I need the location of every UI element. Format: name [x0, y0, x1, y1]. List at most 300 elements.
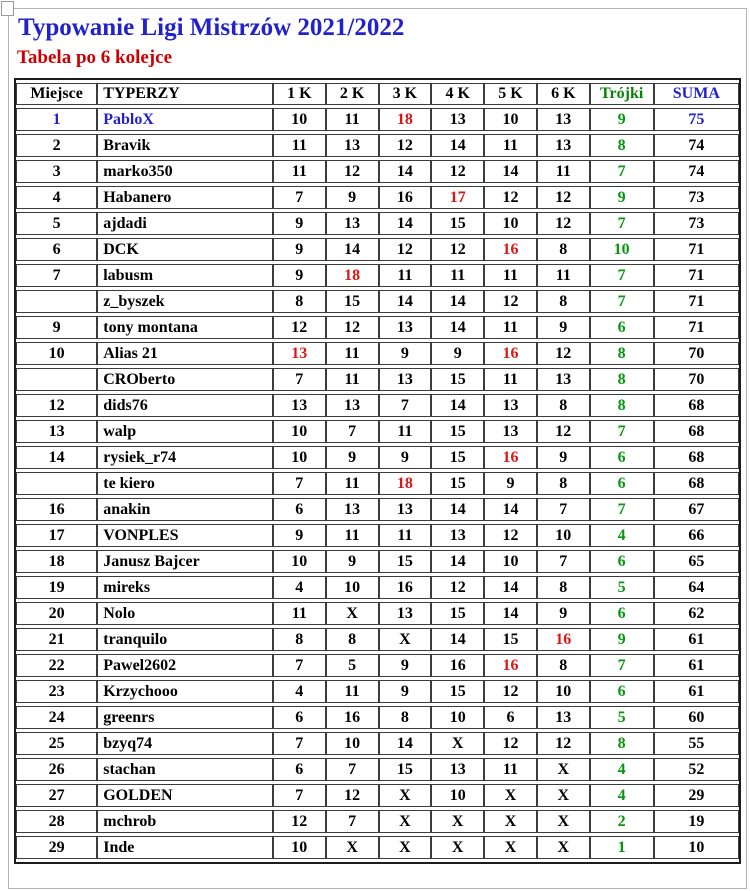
suma-cell: 65 [654, 550, 739, 573]
round-4-score-cell: 10 [431, 706, 484, 729]
suma-cell: 55 [654, 732, 739, 755]
round-6-score-cell: 9 [537, 446, 590, 469]
round-5-score-cell: 16 [484, 238, 537, 261]
table-row [16, 446, 739, 469]
round-2-score-cell: X [326, 836, 379, 859]
round-2-score-cell: 16 [326, 706, 379, 729]
round-3-score-cell: X [379, 784, 432, 807]
round-5-score-cell: 13 [484, 394, 537, 417]
trojki-cell: 4 [590, 784, 654, 807]
round-2-score-cell: 9 [326, 446, 379, 469]
typer-name-cell: dids76 [97, 394, 273, 417]
typer-name-cell: te kiero [97, 472, 273, 495]
typer-name-cell: walp [97, 420, 273, 443]
round-3-score-cell: 15 [379, 550, 432, 573]
place-cell: 14 [16, 446, 97, 469]
round-4-score-cell: 12 [431, 160, 484, 183]
round-3-score-cell: 11 [379, 420, 432, 443]
round-6-score-cell: X [537, 758, 590, 781]
column-header-5k: 5 K [484, 83, 537, 105]
round-1-score-cell: 7 [273, 368, 326, 391]
round-3-score-cell: 13 [379, 602, 432, 625]
trojki-cell: 6 [590, 316, 654, 339]
round-6-score-cell: 12 [537, 420, 590, 443]
place-cell: 27 [16, 784, 97, 807]
round-3-score-cell: 14 [379, 290, 432, 313]
trojki-cell: 5 [590, 576, 654, 599]
suma-cell: 70 [654, 342, 739, 365]
round-4-score-cell: 14 [431, 628, 484, 651]
place-cell: 20 [16, 602, 97, 625]
typer-name-cell: Janusz Bajcer [97, 550, 273, 573]
suma-cell: 52 [654, 758, 739, 781]
round-5-score-cell: 9 [484, 472, 537, 495]
typer-name-cell: Habanero [97, 186, 273, 209]
round-4-score-cell: 15 [431, 472, 484, 495]
round-6-score-cell: 13 [537, 706, 590, 729]
table-row [16, 264, 739, 287]
round-2-score-cell: 11 [326, 472, 379, 495]
table-row [16, 420, 739, 443]
typer-name-cell: anakin [97, 498, 273, 521]
round-1-score-cell: 9 [273, 524, 326, 547]
round-2-score-cell: 5 [326, 654, 379, 677]
round-2-score-cell: 13 [326, 498, 379, 521]
place-cell: 13 [16, 420, 97, 443]
round-6-score-cell: 9 [537, 602, 590, 625]
round-1-score-cell: 9 [273, 212, 326, 235]
place-cell: 21 [16, 628, 97, 651]
round-5-score-cell: 11 [484, 316, 537, 339]
round-2-score-cell: 7 [326, 420, 379, 443]
table-row [16, 238, 739, 261]
typer-name-cell: Bravik [97, 134, 273, 157]
round-6-score-cell: 8 [537, 654, 590, 677]
round-6-score-cell: X [537, 836, 590, 859]
place-cell: 26 [16, 758, 97, 781]
table-row [16, 602, 739, 625]
round-2-score-cell: 15 [326, 290, 379, 313]
round-2-score-cell: 8 [326, 628, 379, 651]
round-3-score-cell: 7 [379, 394, 432, 417]
round-1-score-cell: 10 [273, 108, 326, 131]
table-row [16, 576, 739, 599]
typer-name-cell: GOLDEN [97, 784, 273, 807]
round-3-score-cell: 9 [379, 446, 432, 469]
place-cell: 6 [16, 238, 97, 261]
round-5-score-cell: 10 [484, 550, 537, 573]
typer-name-cell: z_byszek [97, 290, 273, 313]
round-6-score-cell: 8 [537, 576, 590, 599]
round-4-score-cell: 15 [431, 368, 484, 391]
round-2-score-cell: X [326, 602, 379, 625]
round-1-score-cell: 9 [273, 264, 326, 287]
round-6-score-cell: 8 [537, 238, 590, 261]
round-1-score-cell: 6 [273, 758, 326, 781]
trojki-cell: 2 [590, 810, 654, 833]
typer-name-cell: tony montana [97, 316, 273, 339]
round-4-score-cell: 17 [431, 186, 484, 209]
typer-name-cell: Pawel2602 [97, 654, 273, 677]
round-5-score-cell: 16 [484, 654, 537, 677]
round-3-score-cell: 9 [379, 342, 432, 365]
round-4-score-cell: 14 [431, 134, 484, 157]
round-5-score-cell: 14 [484, 576, 537, 599]
table-row [16, 290, 739, 313]
round-2-score-cell: 13 [326, 212, 379, 235]
trojki-cell: 7 [590, 420, 654, 443]
trojki-cell: 6 [590, 550, 654, 573]
suma-cell: 75 [654, 108, 739, 131]
round-5-score-cell: 12 [484, 732, 537, 755]
round-1-score-cell: 9 [273, 238, 326, 261]
round-4-score-cell: 14 [431, 550, 484, 573]
round-2-score-cell: 13 [326, 394, 379, 417]
round-5-score-cell: 16 [484, 446, 537, 469]
typer-name-cell: Krzychooo [97, 680, 273, 703]
round-1-score-cell: 7 [273, 784, 326, 807]
trojki-cell: 7 [590, 654, 654, 677]
round-6-score-cell: 7 [537, 498, 590, 521]
round-3-score-cell: 16 [379, 186, 432, 209]
suma-cell: 68 [654, 394, 739, 417]
round-3-score-cell: 13 [379, 498, 432, 521]
place-cell: 2 [16, 134, 97, 157]
trojki-cell: 6 [590, 680, 654, 703]
typer-name-cell: rysiek_r74 [97, 446, 273, 469]
column-header-6k: 6 K [537, 83, 590, 105]
round-2-score-cell: 11 [326, 342, 379, 365]
round-3-score-cell: 12 [379, 238, 432, 261]
round-1-score-cell: 11 [273, 160, 326, 183]
table-row [16, 758, 739, 781]
suma-cell: 19 [654, 810, 739, 833]
suma-cell: 29 [654, 784, 739, 807]
table-row [16, 498, 739, 521]
round-2-score-cell: 11 [326, 524, 379, 547]
round-3-score-cell: 14 [379, 732, 432, 755]
column-header-miejsce: Miejsce [16, 83, 97, 105]
place-cell: 28 [16, 810, 97, 833]
round-6-score-cell: 11 [537, 160, 590, 183]
round-3-score-cell: 14 [379, 160, 432, 183]
round-6-score-cell: X [537, 784, 590, 807]
column-header-2k: 2 K [326, 83, 379, 105]
round-4-score-cell: 14 [431, 290, 484, 313]
place-cell: 23 [16, 680, 97, 703]
round-2-score-cell: 7 [326, 758, 379, 781]
typer-name-cell: DCK [97, 238, 273, 261]
round-6-score-cell: 13 [537, 108, 590, 131]
round-5-score-cell: 11 [484, 134, 537, 157]
round-6-score-cell: 8 [537, 472, 590, 495]
column-header-4k: 4 K [431, 83, 484, 105]
round-1-score-cell: 10 [273, 420, 326, 443]
typer-name-cell: stachan [97, 758, 273, 781]
round-1-score-cell: 7 [273, 472, 326, 495]
round-3-score-cell: 9 [379, 654, 432, 677]
typer-name-cell: CROberto [97, 368, 273, 391]
place-cell [16, 472, 97, 495]
round-1-score-cell: 8 [273, 628, 326, 651]
suma-cell: 61 [654, 680, 739, 703]
suma-cell: 71 [654, 316, 739, 339]
round-4-score-cell: 14 [431, 394, 484, 417]
round-1-score-cell: 6 [273, 498, 326, 521]
round-2-score-cell: 12 [326, 784, 379, 807]
round-1-score-cell: 7 [273, 654, 326, 677]
round-1-score-cell: 10 [273, 550, 326, 573]
place-cell: 10 [16, 342, 97, 365]
round-5-score-cell: 10 [484, 108, 537, 131]
round-6-score-cell: 12 [537, 186, 590, 209]
trojki-cell: 6 [590, 602, 654, 625]
suma-cell: 66 [654, 524, 739, 547]
place-cell: 12 [16, 394, 97, 417]
table-row [16, 784, 739, 807]
table-row [16, 134, 739, 157]
place-cell: 4 [16, 186, 97, 209]
round-3-score-cell: X [379, 810, 432, 833]
round-6-score-cell: 8 [537, 394, 590, 417]
round-6-score-cell: 12 [537, 212, 590, 235]
trojki-cell: 8 [590, 732, 654, 755]
round-3-score-cell: 13 [379, 316, 432, 339]
place-cell: 18 [16, 550, 97, 573]
round-1-score-cell: 7 [273, 186, 326, 209]
round-2-score-cell: 12 [326, 160, 379, 183]
round-5-score-cell: X [484, 836, 537, 859]
round-1-score-cell: 11 [273, 602, 326, 625]
round-2-score-cell: 13 [326, 134, 379, 157]
place-cell: 1 [16, 108, 97, 131]
round-6-score-cell: 11 [537, 264, 590, 287]
place-cell: 24 [16, 706, 97, 729]
round-4-score-cell: 13 [431, 758, 484, 781]
round-4-score-cell: X [431, 732, 484, 755]
trojki-cell: 7 [590, 212, 654, 235]
suma-cell: 68 [654, 446, 739, 469]
place-cell [16, 290, 97, 313]
place-cell: 19 [16, 576, 97, 599]
round-3-score-cell: 8 [379, 706, 432, 729]
round-6-score-cell: 13 [537, 368, 590, 391]
round-5-score-cell: 14 [484, 160, 537, 183]
trojki-cell: 8 [590, 342, 654, 365]
trojki-cell: 9 [590, 186, 654, 209]
round-4-score-cell: 9 [431, 342, 484, 365]
table-row [16, 810, 739, 833]
table-row [16, 550, 739, 573]
table-row [16, 186, 739, 209]
table-row [16, 160, 739, 183]
suma-cell: 67 [654, 498, 739, 521]
round-5-score-cell: 14 [484, 498, 537, 521]
suma-cell: 68 [654, 472, 739, 495]
suma-cell: 61 [654, 654, 739, 677]
suma-cell: 71 [654, 290, 739, 313]
suma-cell: 61 [654, 628, 739, 651]
table-row [16, 368, 739, 391]
round-6-score-cell: 16 [537, 628, 590, 651]
place-cell: 17 [16, 524, 97, 547]
suma-cell: 64 [654, 576, 739, 599]
trojki-cell: 7 [590, 290, 654, 313]
round-3-score-cell: 14 [379, 212, 432, 235]
round-2-score-cell: 10 [326, 732, 379, 755]
typer-name-cell: mireks [97, 576, 273, 599]
suma-cell: 73 [654, 186, 739, 209]
typer-name-cell: greenrs [97, 706, 273, 729]
table-header-row [16, 83, 739, 105]
round-5-score-cell: X [484, 810, 537, 833]
table-row [16, 836, 739, 859]
place-cell: 25 [16, 732, 97, 755]
round-3-score-cell: 18 [379, 108, 432, 131]
typer-name-cell: mchrob [97, 810, 273, 833]
typer-name-cell: marko350 [97, 160, 273, 183]
trojki-cell: 10 [590, 238, 654, 261]
suma-cell: 68 [654, 420, 739, 443]
place-cell: 3 [16, 160, 97, 183]
table-row [16, 342, 739, 365]
column-header-typerzy: TYPERZY [97, 83, 273, 105]
round-1-score-cell: 8 [273, 290, 326, 313]
round-5-score-cell: 14 [484, 602, 537, 625]
round-1-score-cell: 13 [273, 394, 326, 417]
round-5-score-cell: 13 [484, 420, 537, 443]
trojki-cell: 4 [590, 524, 654, 547]
suma-cell: 70 [654, 368, 739, 391]
round-2-score-cell: 7 [326, 810, 379, 833]
typer-name-cell: labusm [97, 264, 273, 287]
round-6-score-cell: 10 [537, 680, 590, 703]
round-1-score-cell: 4 [273, 576, 326, 599]
round-4-score-cell: 15 [431, 420, 484, 443]
page-subtitle: Tabela po 6 kolejce [17, 47, 172, 68]
trojki-cell: 8 [590, 134, 654, 157]
place-cell [16, 368, 97, 391]
round-4-score-cell: 15 [431, 602, 484, 625]
round-5-score-cell: 12 [484, 290, 537, 313]
suma-cell: 74 [654, 160, 739, 183]
round-1-score-cell: 12 [273, 810, 326, 833]
typer-name-cell: tranquilo [97, 628, 273, 651]
table-row [16, 706, 739, 729]
round-3-score-cell: 11 [379, 264, 432, 287]
column-header-3k: 3 K [379, 83, 432, 105]
round-6-score-cell: 13 [537, 134, 590, 157]
typer-name-cell: PabloX [97, 108, 273, 131]
table-row [16, 654, 739, 677]
typer-name-cell: Alias 21 [97, 342, 273, 365]
object-anchor-marker [1, 1, 14, 16]
place-cell: 22 [16, 654, 97, 677]
place-cell: 29 [16, 836, 97, 859]
round-5-score-cell: 15 [484, 628, 537, 651]
round-3-score-cell: X [379, 836, 432, 859]
trojki-cell: 5 [590, 706, 654, 729]
round-5-score-cell: 10 [484, 212, 537, 235]
typer-name-cell: VONPLES [97, 524, 273, 547]
table-row [16, 472, 739, 495]
round-4-score-cell: X [431, 836, 484, 859]
suma-cell: 10 [654, 836, 739, 859]
trojki-cell: 1 [590, 836, 654, 859]
standings-table [16, 80, 739, 862]
place-cell: 9 [16, 316, 97, 339]
round-5-score-cell: 16 [484, 342, 537, 365]
place-cell: 5 [16, 212, 97, 235]
round-1-score-cell: 4 [273, 680, 326, 703]
table-row [16, 680, 739, 703]
trojki-cell: 7 [590, 264, 654, 287]
suma-cell: 60 [654, 706, 739, 729]
round-3-score-cell: 16 [379, 576, 432, 599]
round-5-score-cell: 12 [484, 680, 537, 703]
round-4-score-cell: 11 [431, 264, 484, 287]
round-4-score-cell: 15 [431, 680, 484, 703]
round-2-score-cell: 12 [326, 316, 379, 339]
trojki-cell: 7 [590, 160, 654, 183]
round-4-score-cell: X [431, 810, 484, 833]
round-4-score-cell: 10 [431, 784, 484, 807]
round-1-score-cell: 10 [273, 836, 326, 859]
trojki-cell: 8 [590, 368, 654, 391]
round-4-score-cell: 16 [431, 654, 484, 677]
table-row [16, 394, 739, 417]
page-title: Typowanie Ligi Mistrzów 2021/2022 [18, 14, 405, 41]
suma-cell: 71 [654, 264, 739, 287]
round-2-score-cell: 11 [326, 680, 379, 703]
trojki-cell: 9 [590, 108, 654, 131]
trojki-cell: 4 [590, 758, 654, 781]
round-5-score-cell: 11 [484, 758, 537, 781]
column-header-trojki: Trójki [590, 83, 654, 105]
round-2-score-cell: 14 [326, 238, 379, 261]
round-1-score-cell: 10 [273, 446, 326, 469]
suma-cell: 74 [654, 134, 739, 157]
round-6-score-cell: X [537, 810, 590, 833]
round-4-score-cell: 13 [431, 108, 484, 131]
round-4-score-cell: 15 [431, 212, 484, 235]
place-cell: 7 [16, 264, 97, 287]
round-3-score-cell: 18 [379, 472, 432, 495]
column-header-1k: 1 K [273, 83, 326, 105]
round-6-score-cell: 9 [537, 316, 590, 339]
place-cell: 16 [16, 498, 97, 521]
round-2-score-cell: 11 [326, 108, 379, 131]
round-6-score-cell: 12 [537, 342, 590, 365]
round-4-score-cell: 12 [431, 576, 484, 599]
round-2-score-cell: 9 [326, 186, 379, 209]
typer-name-cell: Inde [97, 836, 273, 859]
trojki-cell: 7 [590, 498, 654, 521]
table-row [16, 524, 739, 547]
round-1-score-cell: 6 [273, 706, 326, 729]
table-row [16, 316, 739, 339]
typer-name-cell: ajdadi [97, 212, 273, 235]
round-1-score-cell: 11 [273, 134, 326, 157]
round-6-score-cell: 10 [537, 524, 590, 547]
round-5-score-cell: 11 [484, 264, 537, 287]
round-1-score-cell: 7 [273, 732, 326, 755]
round-2-score-cell: 10 [326, 576, 379, 599]
round-5-score-cell: 12 [484, 186, 537, 209]
round-5-score-cell: 12 [484, 524, 537, 547]
typer-name-cell: bzyq74 [97, 732, 273, 755]
round-1-score-cell: 13 [273, 342, 326, 365]
